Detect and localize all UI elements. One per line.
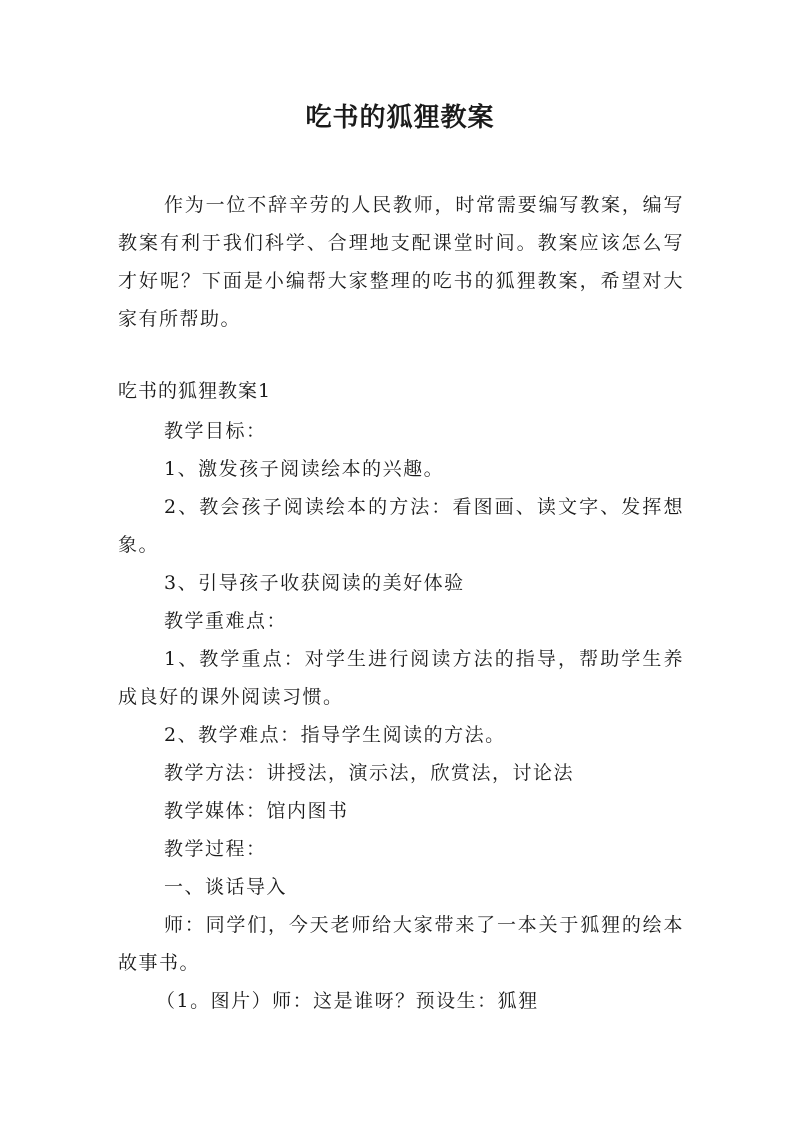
paragraph-teaching-methods: 教学方法：讲授法，演示法，欣赏法，讨论法	[164, 762, 575, 784]
paragraph-key-point-1: 1、教学重点：对学生进行阅读方法的指导，帮助学生养成良好的课外阅读习惯。	[118, 648, 684, 708]
lesson-body	[118, 412, 684, 1020]
paragraph-goal-1: 1、激发孩子阅读绘本的兴趣。	[164, 458, 445, 480]
paragraph-step-one: 一、谈话导入	[164, 876, 288, 898]
paragraph-goal-2: 2、教会孩子阅读绘本的方法：看图画、读文字、发挥想象。	[118, 496, 684, 556]
intro-paragraph: 作为一位不辞辛劳的人民教师，时常需要编写教案，编写教案有利于我们科学、合理地支配课堂时间。教案应该怎么写才好呢？下面是小编帮大家整理的吃书的狐狸教案，希望对大家有所帮助。	[118, 194, 684, 330]
paragraph-teacher-intro: 师：同学们，今天老师给大家带来了一本关于狐狸的绘本故事书。	[118, 914, 684, 974]
paragraph-teaching-process: 教学过程：	[164, 838, 267, 860]
paragraph-key-points: 教学重难点：	[164, 610, 288, 632]
paragraph-picture-question: （1。图片）师：这是谁呀？预设生：狐狸	[156, 990, 539, 1012]
paragraph-teaching-media: 教学媒体：馆内图书	[164, 800, 349, 822]
paragraph-goal-3: 3、引导孩子收获阅读的美好体验	[164, 572, 465, 594]
section-heading: 吃书的狐狸教案1	[118, 380, 272, 402]
paragraph-teaching-goals: 教学目标：	[164, 420, 267, 442]
paragraph-key-point-2: 2、教学难点：指导学生阅读的方法。	[164, 724, 506, 746]
document-title: 吃书的狐狸教案	[305, 103, 495, 133]
